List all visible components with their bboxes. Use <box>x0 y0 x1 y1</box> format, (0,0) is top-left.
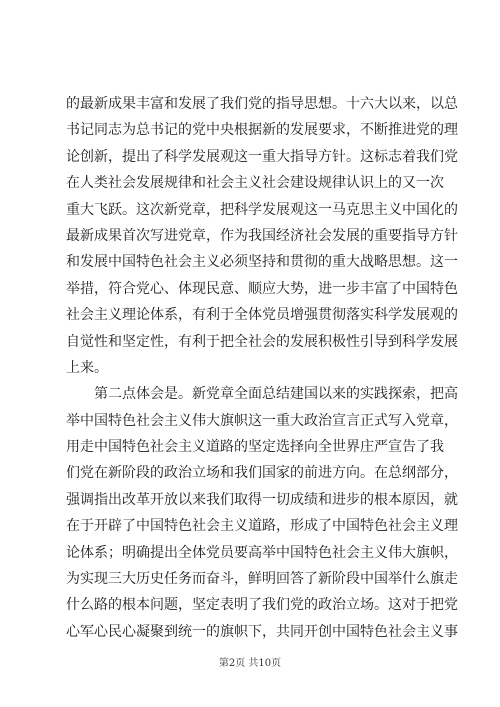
text-line: 举中国特色社会主义伟大旗帜这一重大政治宣言正式写入党章， <box>66 412 458 429</box>
text-line: 在于开辟了中国特色社会主义道路，形成了中国特色社会主义理 <box>66 518 458 535</box>
text-line: 什么路的根本问题，坚定表明了我们党的政治立场。这对于把党 <box>66 597 458 614</box>
text-line: 举措，符合党心、体现民意、顺应大势，进一步丰富了中国特色 <box>66 280 458 297</box>
text-line: 心军心民心凝聚到统一的旗帜下，共同开创中国特色社会主义事 <box>66 623 458 640</box>
page-number-footer: 第2页 共10页 <box>218 658 282 669</box>
text-line: 强调指出改革开放以来我们取得一切成绩和进步的根本原因，就 <box>66 491 458 508</box>
text-line: 重大飞跃。这次新党章，把科学发展观这一马克思主义中国化的 <box>66 201 458 218</box>
text-line: 和发展中国特色社会主义必须坚持和贯彻的重大战略思想。这一 <box>66 254 458 271</box>
text-line: 上来。 <box>66 359 108 376</box>
text-line: 书记同志为总书记的党中央根据新的发展要求，不断推进党的理 <box>66 122 458 139</box>
text-line: 为实现三大历史任务而奋斗，鲜明回答了新阶段中国举什么旗走 <box>66 571 458 588</box>
text-line: 最新成果首次写进党章，作为我国经济社会发展的重要指导方针 <box>66 227 458 244</box>
text-line: 的最新成果丰富和发展了我们党的指导思想。十六大以来，以总 <box>66 96 458 112</box>
text-line: 自觉性和坚定性，有利于把全社会的发展积极性引导到科学发展 <box>66 333 458 350</box>
text-line: 用走中国特色社会主义道路的坚定选择向全世界庄严宣告了我 <box>66 439 444 456</box>
text-line: 论体系；明确提出全体党员要高举中国特色社会主义伟大旗帜， <box>66 544 458 561</box>
paragraph-first-line: 第二点体会是。新党章全面总结建国以来的实践探索，把高 <box>94 386 458 403</box>
text-line: 们党在新阶段的政治立场和我们国家的前进方向。在总纲部分， <box>66 465 458 482</box>
body-text <box>66 91 458 645</box>
text-line: 社会主义理论体系，有利于全体党员增强贯彻落实科学发展观的 <box>66 307 458 324</box>
text-line: 在人类社会发展规律和社会主义社会建设规律认识上的又一次 <box>66 175 444 192</box>
text-line: 论创新，提出了科学发展观这一重大指导方针。这标志着我们党 <box>66 148 458 165</box>
